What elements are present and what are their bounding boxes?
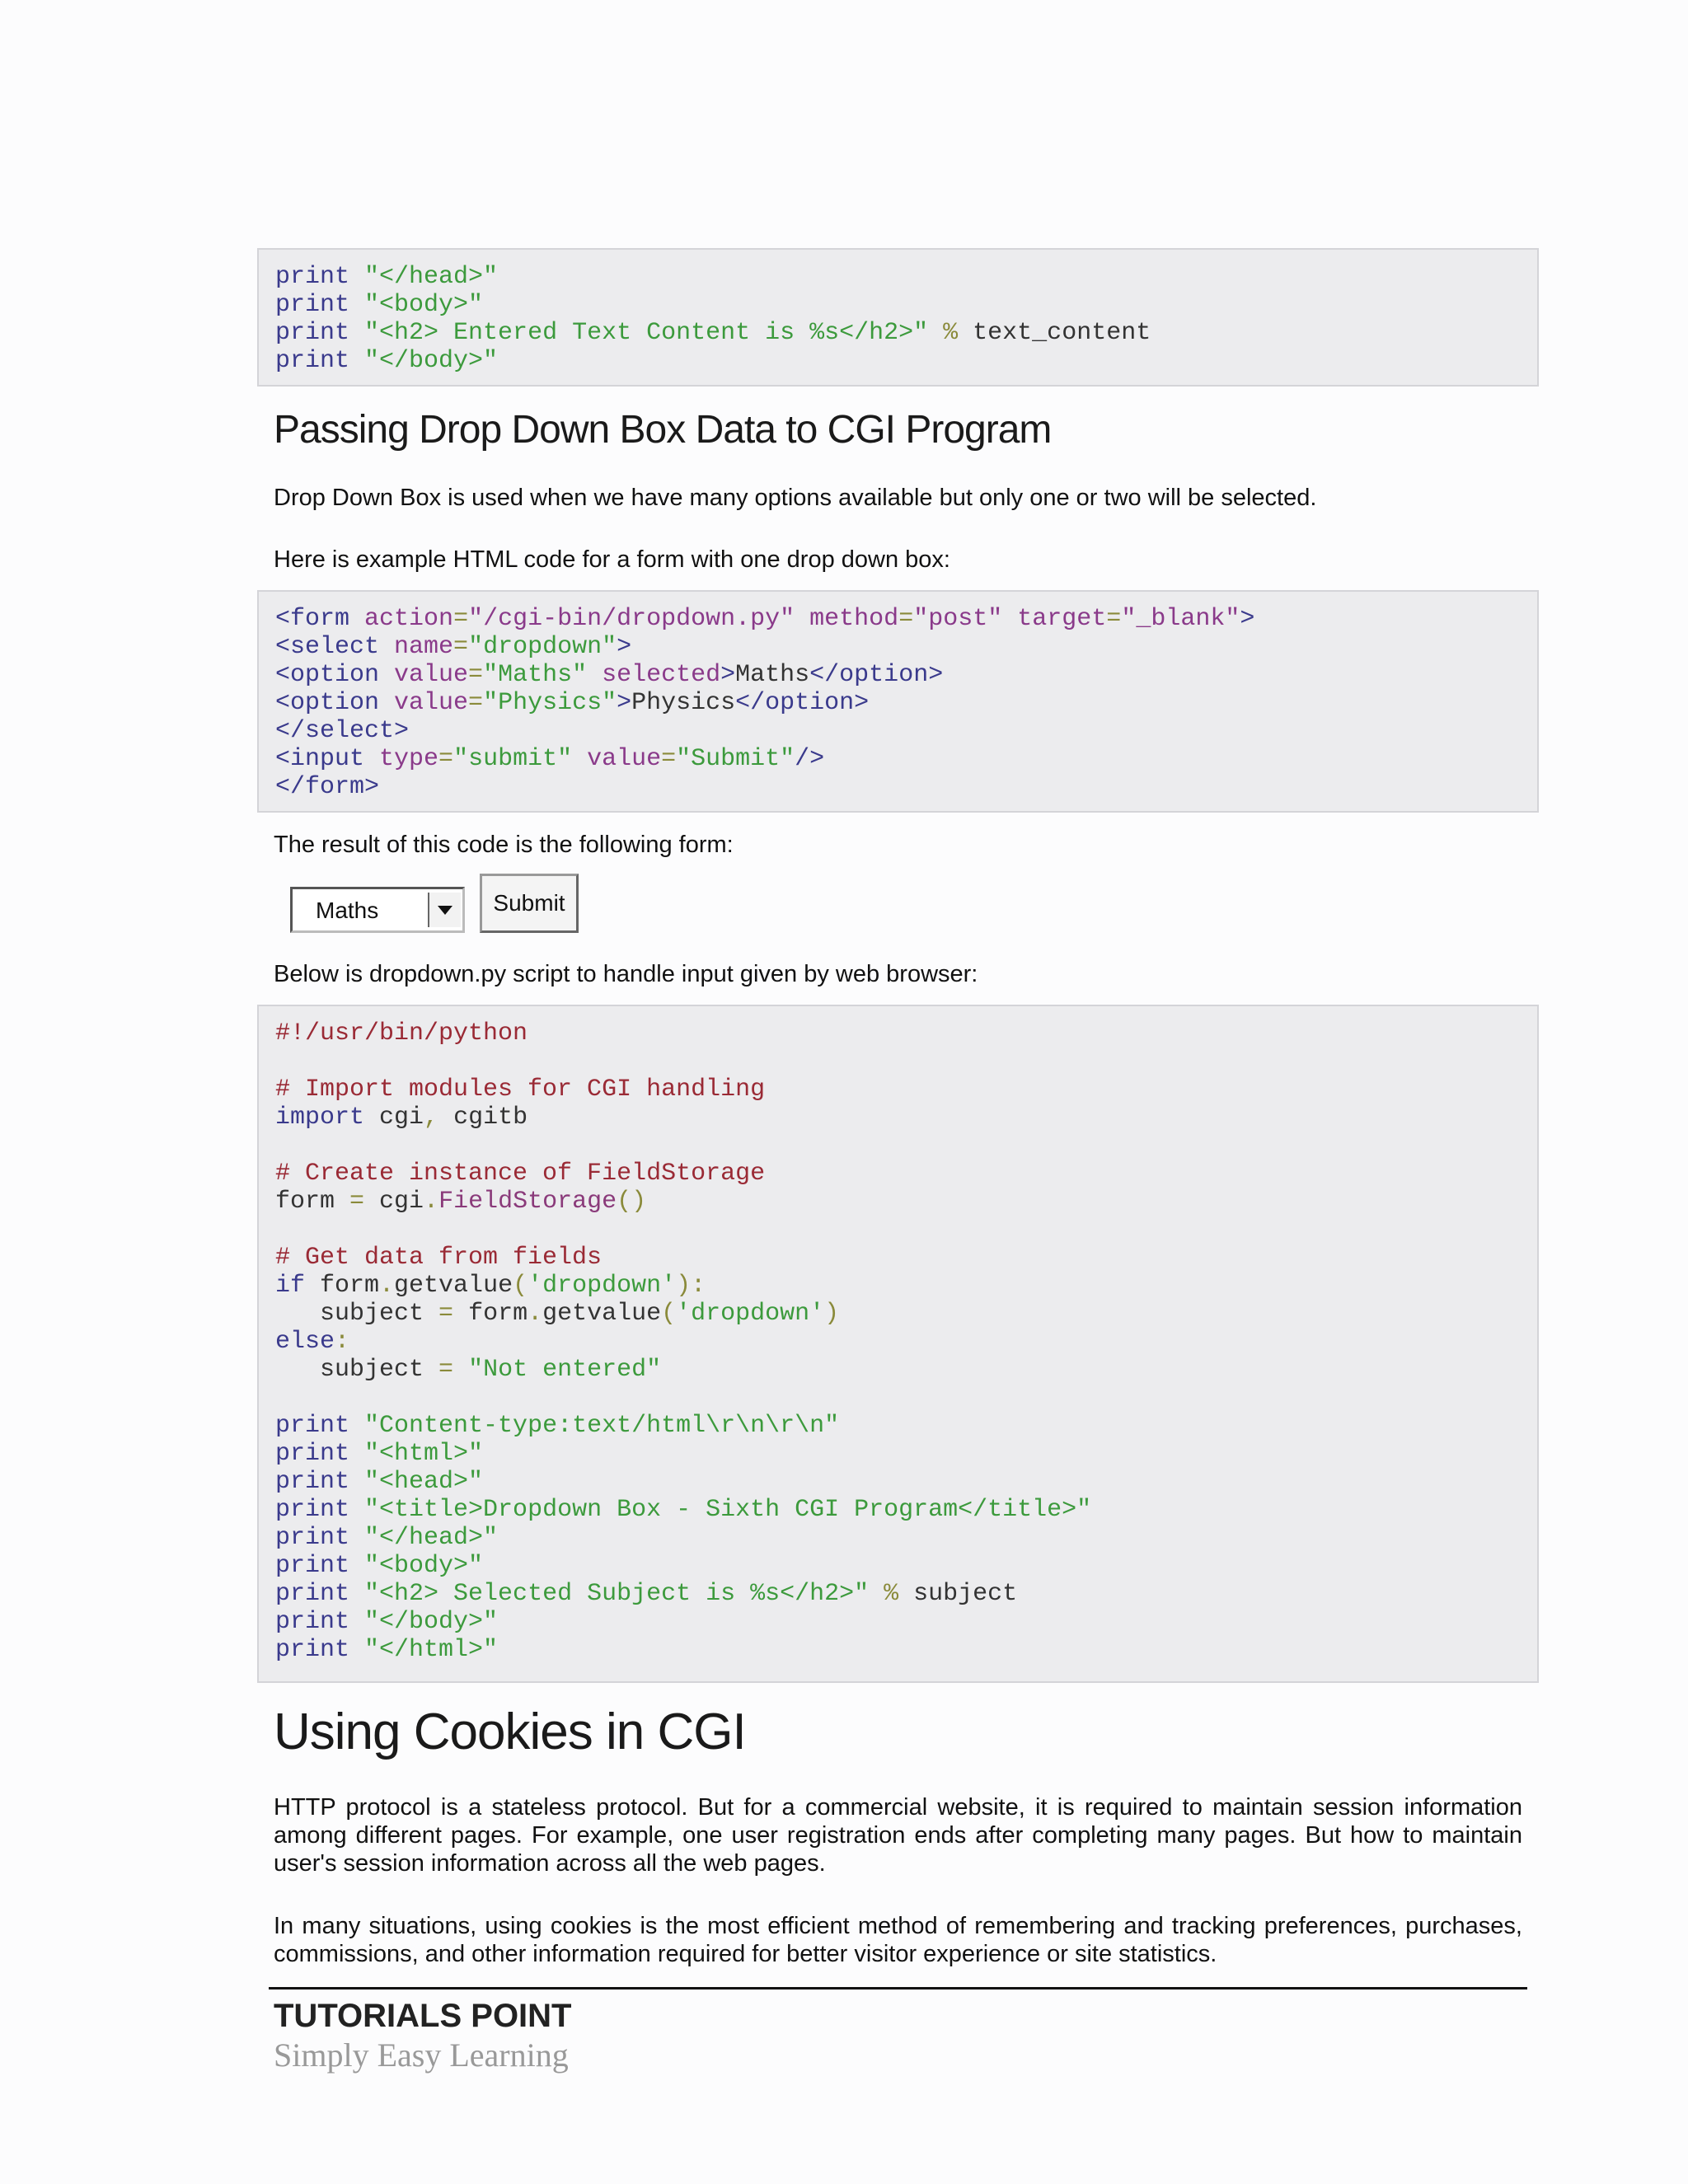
- code-token: # Create instance of FieldStorage: [275, 1160, 766, 1188]
- code-token: =: [661, 745, 677, 773]
- code-token: <option: [275, 661, 395, 689]
- code-line: [275, 745, 1537, 773]
- code-token: =: [453, 633, 469, 661]
- code-token: "Submit": [676, 745, 795, 773]
- code-token: print: [275, 1468, 365, 1496]
- code-token: print: [275, 1580, 365, 1608]
- code-token: "/cgi-bin/dropdown.py": [468, 605, 795, 633]
- code-token: # Import modules for CGI handling: [275, 1076, 766, 1104]
- code-token: print: [275, 1524, 365, 1552]
- code-token: print: [275, 1552, 365, 1580]
- dropdown-example-intro: Here is example HTML code for a form with one drop down box:: [274, 546, 950, 573]
- code-line: [275, 1216, 1537, 1244]
- code-line: [275, 1496, 1537, 1524]
- code-line: [275, 1188, 1537, 1216]
- code-line: [275, 661, 1537, 689]
- code-token: "<h2> Entered Text Content is %s</h2>": [364, 319, 929, 347]
- code-block-python-tail: [257, 248, 1539, 387]
- code-token: 'dropdown': [676, 1300, 825, 1328]
- subject-dropdown[interactable]: [290, 887, 465, 933]
- code-line: [275, 1412, 1537, 1440]
- code-line: [275, 1132, 1537, 1160]
- code-token: (): [617, 1188, 647, 1216]
- code-token: "<body>": [364, 291, 484, 319]
- code-line: [275, 1019, 1537, 1047]
- code-token: >: [1240, 605, 1255, 633]
- code-token: =: [468, 689, 484, 717]
- code-token: "submit": [453, 745, 573, 773]
- code-token: type: [379, 745, 439, 773]
- code-token: cgitb: [453, 1104, 528, 1132]
- code-token: value: [394, 689, 469, 717]
- code-token: # Get data from fields: [275, 1244, 603, 1272]
- code-line: [275, 1244, 1537, 1272]
- cookies-paragraph-1: HTTP protocol is a stateless protocol. But for a commercial website, it is required to maintain session information among different pages. For example, one user registration ends after completing many pages. But how to maintain user's session information across all the web pages.: [274, 1794, 1522, 1877]
- code-token: (: [661, 1300, 677, 1328]
- code-token: =: [898, 605, 914, 633]
- code-token: #!/usr/bin/python: [275, 1019, 528, 1047]
- footer-tagline: Simply Easy Learning: [274, 2036, 569, 2074]
- code-line: [275, 605, 1537, 633]
- code-token: </select>: [275, 717, 410, 745]
- code-token: :: [335, 1328, 350, 1356]
- submit-button[interactable]: Submit: [480, 874, 579, 933]
- code-token: >: [720, 661, 736, 689]
- code-token: value: [394, 661, 469, 689]
- section-heading-cookies: Using Cookies in CGI: [274, 1704, 746, 1760]
- code-token: =: [1106, 605, 1122, 633]
- code-token: =: [438, 1300, 469, 1328]
- section-heading-dropdown: Passing Drop Down Box Data to CGI Program: [274, 408, 1052, 452]
- code-token: cgi: [379, 1188, 424, 1216]
- code-line: [275, 717, 1537, 745]
- code-token: "<h2> Selected Subject is %s</h2>": [364, 1580, 870, 1608]
- code-token: print: [275, 1496, 365, 1524]
- cookies-paragraph-2: In many situations, using cookies is the most efficient method of remembering and tracking preferences, purchases, commissions, and other information required for better visitor experience or site statistics.: [274, 1913, 1522, 1967]
- code-token: <form: [275, 605, 365, 633]
- code-line: [275, 1552, 1537, 1580]
- code-token: cgi: [379, 1104, 424, 1132]
- code-token: print: [275, 1636, 365, 1664]
- code-token: <option: [275, 689, 395, 717]
- code-token: "Not entered": [468, 1356, 662, 1384]
- code-line: [275, 633, 1537, 661]
- code-token: />: [795, 745, 825, 773]
- code-token: "</body>": [364, 347, 499, 375]
- code-token: [1002, 605, 1017, 633]
- code-token: "post": [913, 605, 1003, 633]
- footer-divider: [269, 1987, 1527, 1990]
- code-token: "<title>Dropdown Box - Sixth CGI Program</title>": [364, 1496, 1092, 1524]
- code-token: </option>: [735, 689, 870, 717]
- code-token: 'dropdown': [528, 1272, 677, 1300]
- code-line: [275, 1384, 1537, 1412]
- code-token: Maths: [735, 661, 810, 689]
- code-token: "dropdown": [468, 633, 617, 661]
- code-token: "<head>": [364, 1468, 484, 1496]
- code-token: subject: [275, 1300, 439, 1328]
- code-token: form: [468, 1300, 528, 1328]
- code-token: "Physics": [483, 689, 617, 717]
- code-token: .: [424, 1188, 439, 1216]
- code-token: "</head>": [364, 263, 499, 291]
- code-token: form: [320, 1272, 380, 1300]
- code-token: =: [349, 1188, 380, 1216]
- code-token: "_blank": [1121, 605, 1240, 633]
- dropdown-intro-paragraph: Drop Down Box is used when we have many options available but only one or two will be selected.: [274, 485, 1317, 511]
- code-token: [587, 661, 602, 689]
- code-token: "<body>": [364, 1552, 484, 1580]
- code-token: </option>: [809, 661, 944, 689]
- code-token: <select: [275, 633, 395, 661]
- code-token: print: [275, 263, 365, 291]
- code-line: [275, 291, 1537, 319]
- code-line: [275, 1272, 1537, 1300]
- code-token: =: [453, 605, 469, 633]
- code-token: Physics: [631, 689, 736, 717]
- script-intro-text: Below is dropdown.py script to handle input given by web browser:: [274, 961, 978, 987]
- code-token: print: [275, 1608, 365, 1636]
- code-block-html-form: [257, 590, 1539, 813]
- footer-brand: TUTORIALS POINT: [274, 1998, 572, 2034]
- code-token: getvalue: [394, 1272, 513, 1300]
- code-token: if: [275, 1272, 321, 1300]
- code-line: [275, 773, 1537, 801]
- code-token: >: [617, 633, 632, 661]
- code-line: [275, 1356, 1537, 1384]
- code-token: else: [275, 1328, 335, 1356]
- code-token: >: [617, 689, 632, 717]
- code-line: [275, 347, 1537, 375]
- code-line: [275, 1300, 1537, 1328]
- code-token: action: [364, 605, 454, 633]
- code-line: [275, 1440, 1537, 1468]
- code-token: %: [928, 319, 973, 347]
- code-token: .: [528, 1300, 543, 1328]
- chevron-down-icon[interactable]: [428, 893, 461, 927]
- result-intro-text: The result of this code is the following form:: [274, 832, 734, 858]
- code-token: </form>: [275, 773, 380, 801]
- code-token: getvalue: [542, 1300, 662, 1328]
- code-token: subject: [275, 1356, 439, 1384]
- code-token: name: [394, 633, 454, 661]
- code-token: print: [275, 1440, 365, 1468]
- code-token: (: [513, 1272, 528, 1300]
- code-token: ):: [676, 1272, 706, 1300]
- code-token: =: [438, 745, 454, 773]
- code-token: target: [1017, 605, 1107, 633]
- code-token: print: [275, 291, 365, 319]
- code-token: "</head>": [364, 1524, 499, 1552]
- code-token: [572, 745, 587, 773]
- code-token: import: [275, 1104, 380, 1132]
- code-token: method: [809, 605, 899, 633]
- code-token: "<html>": [364, 1440, 484, 1468]
- code-line: [275, 1160, 1537, 1188]
- code-token: =: [438, 1356, 469, 1384]
- code-block-dropdown-py: [257, 1005, 1539, 1683]
- code-token: print: [275, 347, 365, 375]
- code-line: [275, 1047, 1537, 1076]
- code-token: subject: [913, 1580, 1018, 1608]
- code-line: [275, 1524, 1537, 1552]
- code-line: [275, 689, 1537, 717]
- code-token: print: [275, 319, 365, 347]
- code-line: [275, 1608, 1537, 1636]
- code-token: value: [587, 745, 662, 773]
- code-token: selected: [602, 661, 721, 689]
- code-token: "</body>": [364, 1608, 499, 1636]
- code-token: [795, 605, 809, 633]
- code-line: [275, 1104, 1537, 1132]
- code-line: [275, 1328, 1537, 1356]
- code-token: <input: [275, 745, 380, 773]
- code-token: "Maths": [483, 661, 588, 689]
- dropdown-selected-value: Maths: [316, 898, 379, 923]
- code-line: [275, 1580, 1537, 1608]
- code-token: form: [275, 1188, 350, 1216]
- code-token: print: [275, 1412, 365, 1440]
- code-token: ): [824, 1300, 840, 1328]
- code-token: ,: [424, 1104, 454, 1132]
- code-token: FieldStorage: [438, 1188, 617, 1216]
- code-token: %: [869, 1580, 914, 1608]
- code-line: [275, 263, 1537, 291]
- code-token: =: [468, 661, 484, 689]
- code-token: "</html>": [364, 1636, 499, 1664]
- code-line: [275, 1636, 1537, 1664]
- code-token: .: [379, 1272, 395, 1300]
- code-line: [275, 1076, 1537, 1104]
- code-line: [275, 319, 1537, 347]
- code-token: "Content-type:text/html\r\n\r\n": [364, 1412, 840, 1440]
- code-line: [275, 1468, 1537, 1496]
- code-token: text_content: [973, 319, 1151, 347]
